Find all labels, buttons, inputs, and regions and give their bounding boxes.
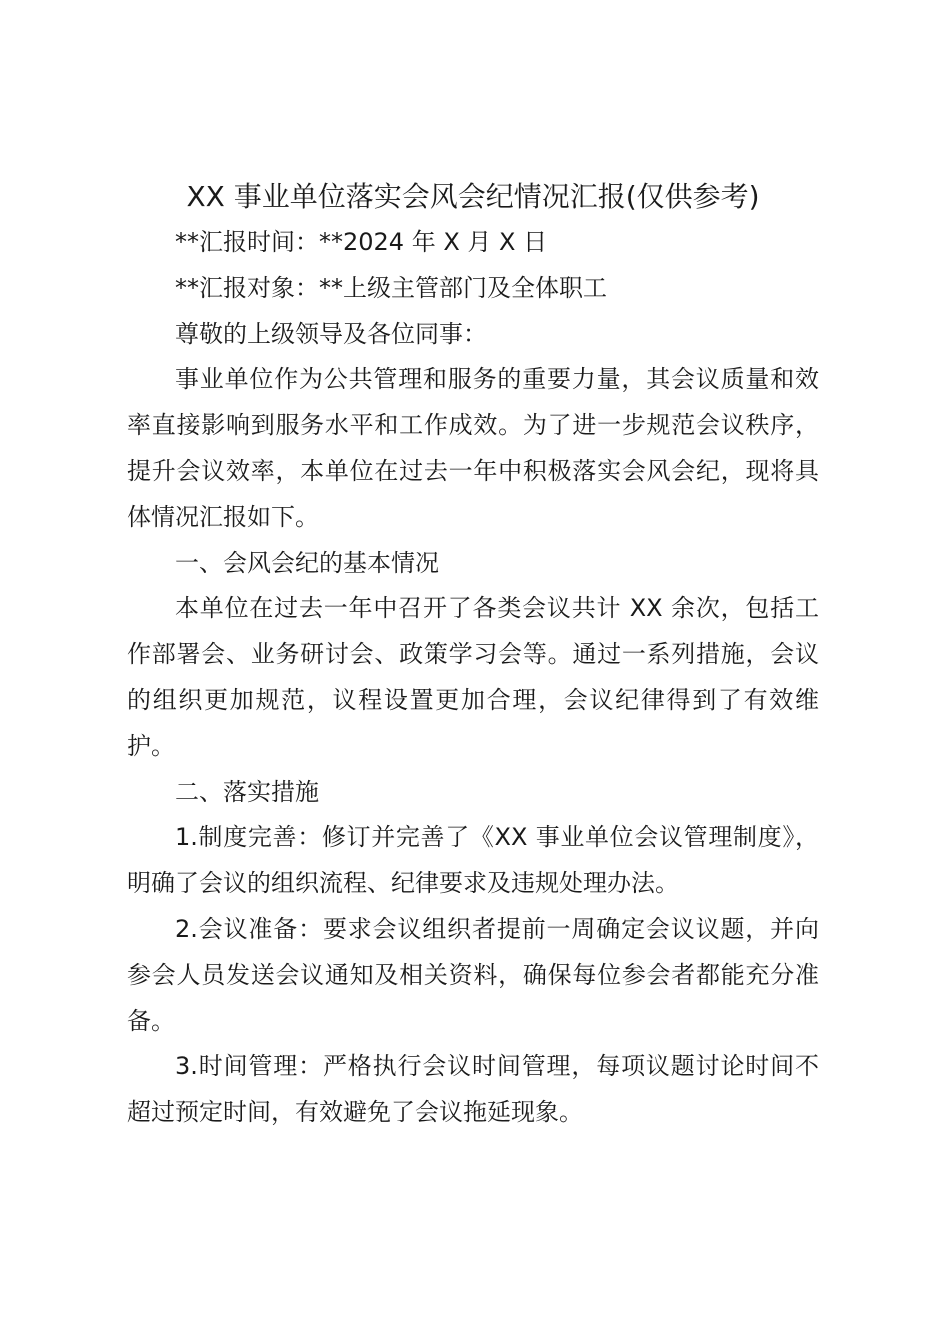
measure-2-paragraph: 2.会议准备：要求会议组织者提前一周确定会议议题，并向参会人员发送会议通知及相关资料，确保每位参会者都能充分准备。 bbox=[127, 914, 819, 1035]
document-page bbox=[127, 174, 819, 1136]
document-title: XX 事业单位落实会风会纪情况汇报(仅供参考) bbox=[186, 180, 760, 213]
measure-3-paragraph: 3.时间管理：严格执行会议时间管理，每项议题讨论时间不超过预定时间，有效避免了会议拖延现象。 bbox=[127, 1052, 819, 1127]
measure-1-paragraph: 1.制度完善：修订并完善了《XX 事业单位会议管理制度》，明确了会议的组织流程、纪律要求及违规处理办法。 bbox=[127, 823, 819, 898]
report-target: **汇报对象：**上级主管部门及全体职工 bbox=[175, 273, 607, 302]
salutation: 尊敬的上级领导及各位同事： bbox=[175, 319, 487, 348]
report-time: **汇报时间：**2024 年 X 月 X 日 bbox=[175, 228, 548, 256]
section-2-heading: 二、落实措施 bbox=[175, 777, 319, 806]
section-1-heading: 一、会风会纪的基本情况 bbox=[175, 548, 439, 577]
section-1-paragraph: 本单位在过去一年中召开了各类会议共计 XX 余次，包括工作部署会、业务研讨会、政策学习会等。通过一系列措施，会议的组织更加规范，议程设置更加合理，会议纪律得到了有效维护。 bbox=[127, 594, 819, 760]
intro-paragraph: 事业单位作为公共管理和服务的重要力量，其会议质量和效率直接影响到服务水平和工作成效。为了进一步规范会议秩序，提升会议效率，本单位在过去一年中积极落实会风会纪，现将具体情况汇报如下。 bbox=[127, 365, 819, 531]
